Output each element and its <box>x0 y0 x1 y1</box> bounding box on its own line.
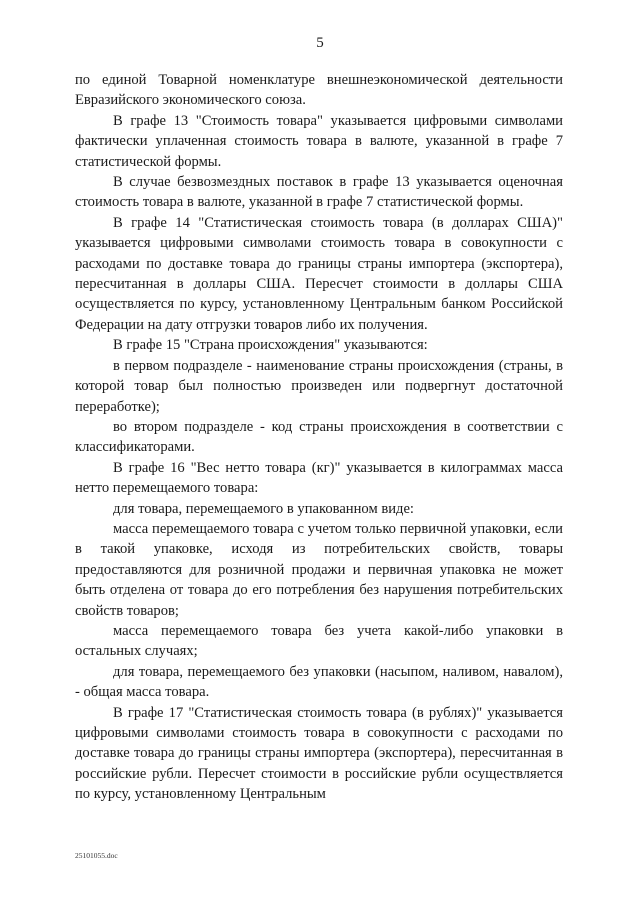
paragraph-field-14: В графе 14 "Статистическая стоимость товара (в долларах США)" указывается цифровыми символами стоимость товара в совокупности с расходами по доставке товара до границы страны импортера (экспортера), пересчитанная в доллары США. Пересчет стоимости в доллары США осуществляется по курсу, установленному Центральным банком Российской Федерации на дату отгрузки товаров либо их получения. <box>75 214 563 333</box>
paragraph-unpackaged-goods: для товара, перемещаемого без упаковки (насыпом, наливом, навалом), - общая масса товара. <box>75 663 563 701</box>
paragraph-second-subsection: во втором подразделе - код страны происхождения в соответствии с классификаторами. <box>75 418 563 456</box>
paragraph-field-15: В графе 15 "Страна происхождения" указываются: <box>113 337 428 354</box>
paragraph-primary-packaging: масса перемещаемого товара с учетом только первичной упаковки, если в такой упаковке, исходя из потребительских свойств, товары предоставляются для розничной продажи и первичная упаковка не может быть отделена от товара до его потребления без нарушения потребительских свойств товаров; <box>75 520 563 619</box>
footer-filename: 25101055.doc <box>75 851 118 860</box>
paragraph-packaged-goods: для товара, перемещаемого в упакованном виде: <box>113 500 414 517</box>
paragraph-free-supply: В случае безвозмездных поставок в графе 13 указывается оценочная стоимость товара в валюте, указанной в графе 7 статистической формы. <box>75 174 563 211</box>
paragraph-field-13: В графе 13 "Стоимость товара" указывается цифровыми символами фактически уплаченная стоимость товара в валюте, указанной в графе 7 статистической формы. <box>75 112 563 170</box>
page-number: 5 <box>316 35 324 51</box>
document-body <box>75 70 563 805</box>
paragraph-continuation: по единой Товарной номенклатуре внешнеэкономической деятельности Евразийского экономического союза. <box>75 72 563 109</box>
paragraph-first-subsection: в первом подразделе - наименование страны происхождения (страны, в которой товар был полностью произведен или подвергнут достаточной переработке); <box>75 357 563 415</box>
paragraph-other-cases: масса перемещаемого товара без учета какой-либо упаковки в остальных случаях; <box>75 622 563 660</box>
paragraph-field-17: В графе 17 "Статистическая стоимость товара (в рублях)" указывается цифровыми символами стоимость товара в совокупности с расходами по доставке товара до границы страны импортера (экспортера), пересчитанная в российские рубли. Пересчет стоимости в российские рубли осуществляется по курсу, установленному Центральным <box>75 704 563 803</box>
paragraph-field-16: В графе 16 "Вес нетто товара (кг)" указывается в килограммах масса нетто перемещаемого товара: <box>75 459 563 497</box>
